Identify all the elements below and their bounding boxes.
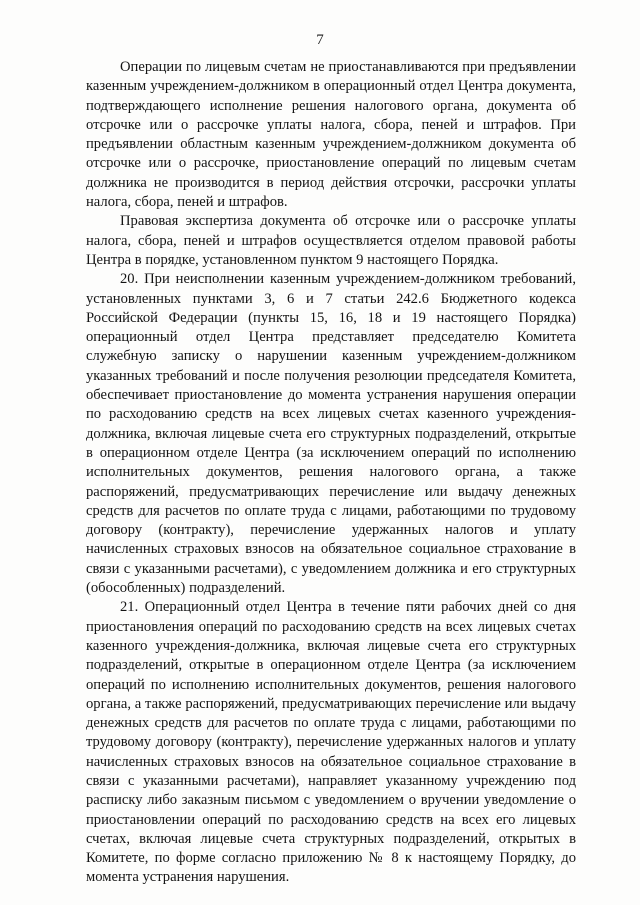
page-number: 7 xyxy=(316,32,324,48)
paragraph-item-21: 21. Операционный отдел Центра в течение пяти рабочих дней со дня приостановления операций по расходованию средств на всех лицевых счетах казенного учреждения-должника, включая лицевые счета его структурных подразделений, открытые в операционном отделе Центра (за исключением операций по исполнению исполнительных документов, решения налогового органа, а также распоряжений, предусматривающих перечисление или выдачу денежных средств для расчетов по оплате труда с лицами, работающими по трудовому договору (контракту), перечисление удержанных налогов и уплату начисленных страховых взносов на обязательное социальное страхование в связи с указанными расчетами), направляет указанному учреждению под расписку либо заказным письмом с уведомлением о вручении уведомление о приостановлении операций по расходованию средств на всех его лицевых счетах, включая лицевые счета структурных подразделений, открытых в Комитете, по форме согласно приложению № 8 к настоящему Порядку, до момента устранения нарушения. xyxy=(86,599,576,886)
paragraph-item-20: 20. При неисполнении казенным учреждением-должником требований, установленных пунктами 3, 6 и 7 статьи 242.6 Бюджетного кодекса Российской Федерации (пункты 15, 16, 18 и 19 настоящего Порядка) операционный отдел Центра представляет председателю Комитета служебную записку о нарушении казенным учреждением-должником указанных требований и после получения резолюции председателя Комитета, обеспечивает приостановление до момента устранения нарушения операции по расходованию средств на всех лицевых счетах казенного учреждения-должника, включая лицевые счета его структурных подразделений, открытые в операционном отделе Центра (за исключением операций по исполнению исполнительных документов, решения налогового органа, а также распоряжений, предусматривающих перечисление или выдачу денежных средств для расчетов по оплате труда с лицами, работающими по трудовому договору (контракту), перечисление удержанных налогов и уплату начисленных страховых взносов на обязательное социальное страхование в связи с указанными расчетами), с уведомлением должника и его структурных (обособленных) подразделений. xyxy=(86,271,576,597)
document-body xyxy=(86,58,576,888)
paragraph-legal-expertise: Правовая экспертиза документа об отсрочке или о рассрочке уплаты налога, сбора, пеней и штрафов осуществляется отделом правовой работы Центра в порядке, установленном пунктом 9 настоящего Порядка. xyxy=(86,213,576,268)
paragraph-operations-not-suspended: Операции по лицевым счетам не приостанавливаются при предъявлении казенным учреждением-должником в операционный отдел Центра документа, подтверждающего исполнение решения налогового органа, документа об отсрочке или о рассрочке уплаты налога, сбора, пеней и штрафов. При предъявлении областным казенным учреждением-должником документа об отсрочке или о рассрочке, приостановление операций по лицевым счетам должника не производится в период действия отсрочки, рассрочки уплаты налога, сбора, пеней и штрафов. xyxy=(86,59,576,211)
